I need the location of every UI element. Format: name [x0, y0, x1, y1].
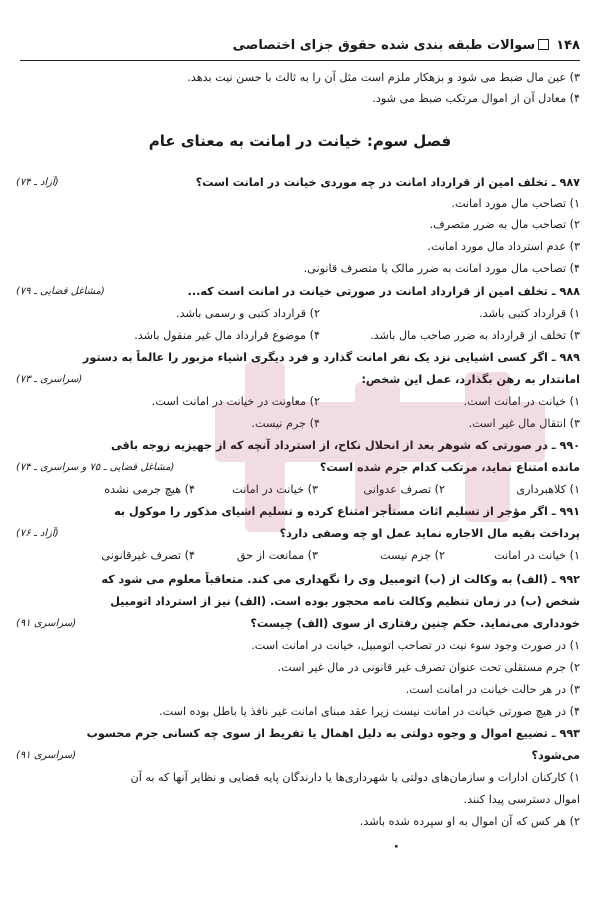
option: ۴) تصاحب مال مورد امانت به ضرر مالک یا متصرف قانونی. [303, 262, 580, 275]
question-988 [16, 284, 580, 300]
option: ۴) تصرف غیرقانونی [101, 549, 195, 562]
question-987 [16, 175, 580, 191]
page-header [20, 38, 580, 61]
question-993-cont [16, 748, 580, 764]
option-cont: اموال دسترسی پیدا کنند. [463, 793, 580, 806]
option: ۱) تصاحب مال مورد امانت. [451, 197, 580, 210]
prev-option-4: ۴) معادل آن از اموال مرتکب ضبط می شود. [372, 92, 580, 105]
question-990: ۹۹۰ ـ در صورتی که شوهر بعد از انحلال نکاح، از استرداد آنچه که از جهیزیه زوجه باقی [111, 439, 580, 452]
question-992: ۹۹۲ ـ (الف) به وکالت از (ب) اتومبیل وی را نگهداری می کند. متعاقباً معلوم می شود که [101, 573, 580, 586]
option: ۳) ممانعت از حق [236, 549, 318, 562]
question-text: امانتدار به رهن بگذارد، عمل این شخص: [361, 373, 580, 386]
question-source: (سراسری ـ ۷۳) [16, 374, 83, 385]
option: ۲) تصرف عدوانی [363, 483, 445, 496]
option: ۴) موضوع قرارداد مال غیر منقول باشد. [134, 329, 320, 342]
square-icon [538, 39, 549, 50]
footer-mark: ٠ [392, 838, 401, 854]
option: ۳) تخلف از قرارداد به ضرر صاحب مال باشد. [370, 329, 580, 342]
question-993: ۹۹۳ ـ تضییع اموال و وجوه دولتی به دلیل اهمال یا تفریط از سوی چه کسانی جرم محسوب [86, 727, 580, 740]
question-text: می‌شود؟ [531, 749, 580, 762]
option: ۱) قرارداد کتبی باشد. [479, 307, 580, 320]
page-number: ۱۴۸ [556, 38, 580, 53]
option: ۱) کلاهبرداری [516, 483, 580, 496]
question-991-cont [16, 526, 580, 542]
option: ۳) در هر حالت خیانت در امانت است. [405, 683, 580, 696]
option: ۳) انتقال مال غیر است. [468, 417, 580, 430]
question-989-cont [16, 372, 580, 388]
option: ۳) خیانت در امانت [232, 483, 318, 496]
prev-option-3: ۳) عین مال ضبط می شود و بزهکار ملزم است مثل آن را به ثالث با حسن نیت بدهد. [187, 71, 580, 84]
option: ۳) عدم استرداد مال مورد امانت. [427, 240, 580, 253]
option: ۲) معاونت در خیانت در امانت است. [151, 395, 320, 408]
option: ۴) در هیچ صورتی خیانت در امانت نیست زیرا عقد مبنای امانت غیر نافذ یا باطل بوده است. [159, 705, 580, 718]
question-source: (سراسری ۹۱) [16, 750, 77, 761]
question-989: ۹۸۹ ـ اگر کسی اشیایی نزد یک نفر امانت گذارد و فرد دیگری اشیاء مزبور را عالماً به دستور [82, 351, 580, 364]
chapter-title: فصل سوم: خیانت در امانت به معنای عام [148, 132, 452, 150]
question-source: (آزاد ـ ۷۴) [16, 177, 59, 188]
question-text: مانده امتناع نماید، مرتکب کدام جرم شده است؟ [319, 461, 580, 474]
option: ۱) خیانت در امانت است. [463, 395, 580, 408]
question-source: (مشاغل قضایی ـ ۷۵ و سراسری ـ ۷۴) [16, 462, 175, 473]
question-text: ۹۸۷ ـ تخلف امین از قرارداد امانت در چه موردی خیانت در امانت است؟ [195, 176, 580, 189]
question-source: (سراسری ۹۱) [16, 618, 77, 629]
question-source: (مشاغل قضایی ـ ۷۹) [16, 286, 105, 297]
option: ۲) تصاحب مال به ضرر متصرف. [429, 218, 580, 231]
option: ۲) جرم نیست [380, 549, 445, 562]
question-991: ۹۹۱ ـ اگر مؤجر از تسلیم اثاث مستأجر امتناع کرده و تسلیم اشیای مذکور را موکول به [114, 505, 580, 518]
question-source: (آزاد ـ ۷۶) [16, 528, 59, 539]
option: ۱) خیانت در امانت [494, 549, 580, 562]
option: ۴) جرم نیست. [251, 417, 320, 430]
question-text: ۹۸۸ ـ تخلف امین از قرارداد امانت در صورتی خیانت در امانت است که... [187, 285, 580, 298]
question-text: خودداری می‌نماید. حکم چنین رفتاری از سوی (الف) چیست؟ [250, 617, 580, 630]
option: ۲) هر کس که آن اموال به او سپرده شده باشد. [359, 815, 580, 828]
option: ۱) در صورت وجود سوء نیت در تصاحب اتومبیل، خیانت در امانت است. [251, 639, 580, 652]
question-992-cont: شخص (ب) در زمان تنظیم وکالت نامه محجور بوده است. (الف) نیز از استرداد اتومبیل [110, 595, 580, 608]
option: ۴) هیچ جرمی نشده [104, 483, 195, 496]
option: ۲) قرارداد کتبی و رسمی باشد. [176, 307, 320, 320]
option: ۲) جرم مستقلی تحت عنوان تصرف غیر قانونی در مال غیر است. [277, 661, 580, 674]
question-992-cont [16, 616, 580, 632]
option: ۱) کارکنان ادارات و سازمان‌های دولتی یا شهرداری‌ها یا دارندگان پایه قضایی و نظایر آنها که به آن [130, 771, 580, 784]
book-title: سوالات طبقه بندی شده حقوق جزای اختصاصی [232, 38, 536, 53]
question-text: پرداخت بقیه مال الاجاره نماید عمل او چه وصفی دارد؟ [279, 527, 580, 540]
question-990-cont [16, 460, 580, 476]
